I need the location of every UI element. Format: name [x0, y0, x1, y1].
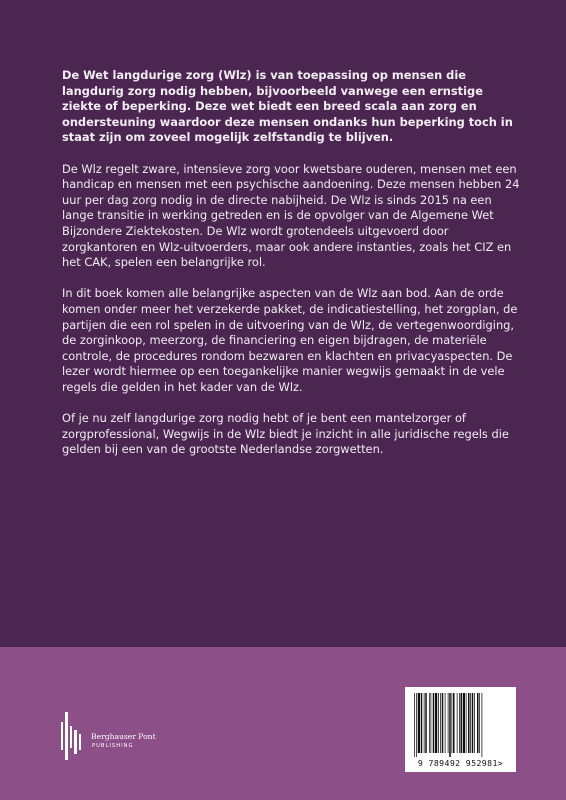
barcode-bar: [453, 693, 455, 753]
barcode-bar: [472, 693, 474, 753]
back-cover-text: [62, 68, 522, 473]
body-paragraph-1: De Wlz regelt zware, intensieve zorg voor kwetsbare ouderen, mensen met een handicap en mensen met een psychische aandoening. Deze mensen hebben 24 uur per dag zorg nodig in de directe nabijheid. De Wlz is sinds 2015 na een lange transitie in werking getreden en is de opvolger van de Algemene Wet Bijzondere Ziektekosten. De Wlz wordt grotendeels uitgevoerd door zorgkantoren en Wlz-uitvoerders, maar ook andere instanties, zoals het CIZ en het CAK, spelen een belangrijke rol.: [62, 161, 520, 270]
barcode-bar: [424, 693, 425, 753]
isbn-number: [405, 758, 516, 768]
barcode-bar: [440, 693, 441, 753]
barcode-bar: [477, 693, 479, 753]
barcode-bar: [433, 693, 435, 753]
barcode-bar: [468, 693, 470, 753]
barcode-bar: [459, 693, 460, 753]
barcode-bar: [466, 693, 467, 753]
barcode-bar: [421, 693, 423, 753]
barcode-bar: [479, 693, 480, 753]
barcode-bar: [449, 693, 451, 757]
barcode-bar: [461, 693, 463, 753]
publisher-name: Berghauser Pont: [91, 732, 156, 741]
barcode-bar: [425, 693, 427, 753]
isbn-end-mark: >: [497, 758, 504, 768]
barcode-bar: [416, 693, 417, 757]
publisher-logo: [61, 712, 181, 762]
isbn-barcode: [405, 687, 516, 772]
isbn-digits: 9 789492 952981: [417, 758, 498, 768]
publisher-tagline: PUBLISHING: [92, 743, 134, 749]
barcode-bar: [438, 693, 439, 753]
body-paragraph-3: Of je nu zelf langdurige zorg nodig hebt of je bent een mantelzorger of zorgprofessional, Wegwijs in de Wlz biedt je inzicht in alle juridische regels die gelden bij een van de grootste Nederlandse zorgwetten.: [62, 411, 509, 457]
barcode-bar: [474, 693, 475, 753]
barcode-bar: [431, 693, 432, 753]
barcode-bars: [412, 693, 509, 757]
barcode-bar: [463, 693, 465, 753]
barcode-bar: [482, 693, 483, 757]
barcode-bar: [442, 693, 444, 753]
barcode-bar: [452, 693, 453, 753]
barcode-bar: [445, 693, 446, 753]
barcode-bar: [418, 693, 420, 753]
publisher-logo-mark-icon: [61, 712, 85, 760]
barcode-bar: [429, 693, 430, 753]
barcode-bar: [457, 693, 458, 753]
barcode-bar: [435, 693, 437, 753]
barcode-bar: [414, 693, 415, 757]
barcode-bar: [470, 693, 471, 753]
lead-paragraph: De Wet langdurige zorg (Wlz) is van toepassing op mensen die langdurig zorg nodig hebben, bijvoorbeeld vanwege een ernstige ziekte of beperking. Deze wet biedt een breed scala aan zorg en ondersteuning waardoor deze mensen ondanks hun beperking toch in staat zijn om zoveel mogelijk zelfstandig te blijven.: [62, 68, 513, 145]
body-paragraph-2: In dit boek komen alle belangrijke aspecten van de Wlz aan bod. Aan de orde komen onder meer het verzekerde pakket, de indicatiestelling, het zorgplan, de partijen die een rol spelen in de uitvoering van de Wlz, de vertegenwoordiging, de zorginkoop, meerzorg, de financiering en eigen bijdragen, de materiële controle, de procedures rondom bezwaren en klachten en privacyaspecten. De lezer wordt hiermee op een toegankelijke manier wegwijs gemaakt in de vele regels die gelden in het kader van de Wlz.: [62, 286, 518, 394]
barcode-bar: [448, 693, 449, 753]
